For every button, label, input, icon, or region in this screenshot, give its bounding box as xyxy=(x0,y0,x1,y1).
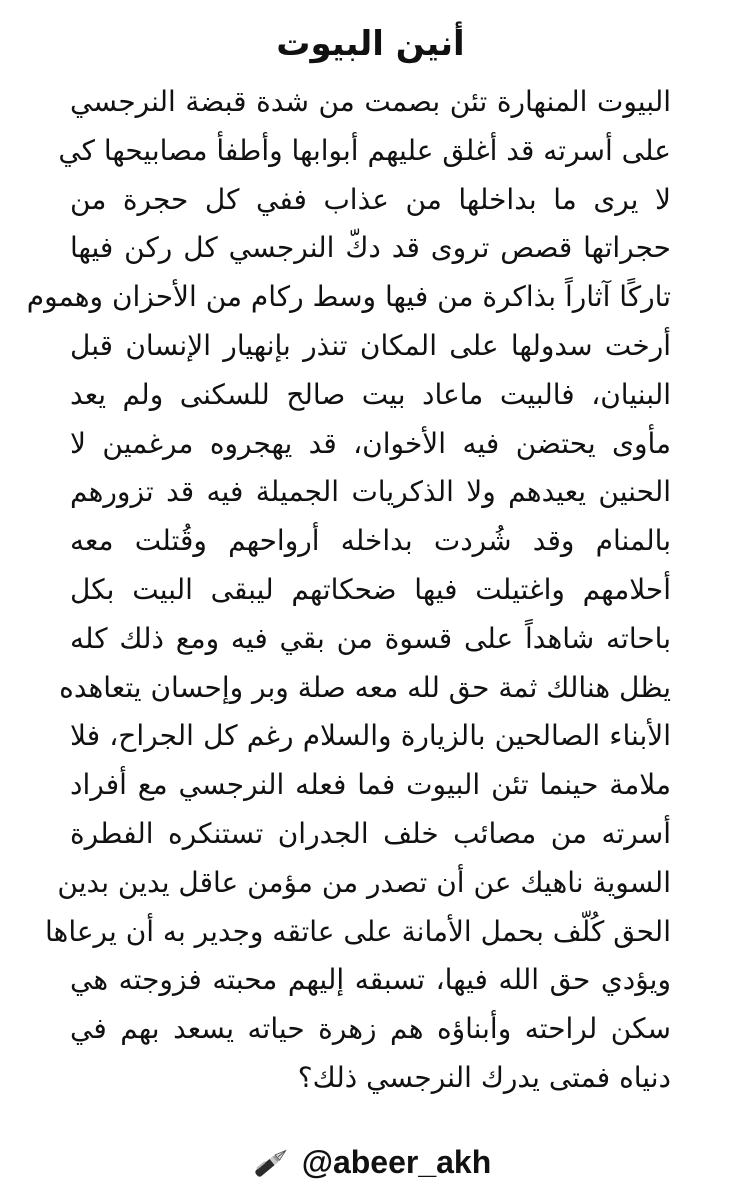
text-line: دنياه فمتى يدرك النرجسي ذلك؟ xyxy=(297,1060,671,1094)
text-line: مأوى يحتضن فيه الأخوان، قد يهجروه مرغمين لا xyxy=(70,426,671,460)
text-line: الحق كُلّف بحمل الأمانة على عاتقه وجدير به أن يرعاها xyxy=(45,914,671,948)
document-title: أنين البيوت xyxy=(276,24,465,64)
text-line: على أسرته قد أغلق عليهم أبوابها وأطفأ مصابيحها كي xyxy=(58,133,671,167)
text-line: البنيان، فالبيت ماعاد بيت صالح للسكنى ولم يعد xyxy=(70,377,671,411)
text-line: لا يرى ما بداخلها من عذاب ففي كل حجرة من xyxy=(70,182,671,216)
text-line: البيوت المنهارة تئن بصمت من شدة قبضة النرجسي xyxy=(70,85,671,118)
text-line: يظل هنالك ثمة حق لله معه صلة وبر وإحسان يتعاهده xyxy=(59,670,671,704)
text-line: ملامة حينما تئن البيوت فما فعله النرجسي مع أفراد xyxy=(70,768,671,802)
text-line: حجراتها قصص تروى قد دكّ النرجسي كل ركن فيها xyxy=(70,231,671,265)
author-handle: @abeer_akh xyxy=(301,1144,492,1180)
text-line: أسرته من مصائب خلف الجدران تستنكره الفطرة xyxy=(70,816,671,850)
text-line: سكن لراحته وأبناؤه هم زهرة حياته يسعد بهم في xyxy=(70,1012,671,1046)
fountain-pen-icon xyxy=(250,1142,294,1182)
text-line: الأبناء الصالحين بالزيارة والسلام رغم كل الجراح، فلا xyxy=(70,719,671,753)
text-line: الحنين يعيدهم ولا الذكريات الجميلة فيه قد تزورهم xyxy=(70,475,671,509)
text-line: أرخت سدولها على المكان تنذر بإنهيار الإنسان قبل xyxy=(70,328,671,362)
document-body xyxy=(26,78,671,1103)
text-line: السوية ناهيك عن أن تصدر من مؤمن عاقل يدين بدين xyxy=(57,865,671,899)
author-signature xyxy=(0,1138,741,1186)
text-line: ويؤدي حق الله فيها، تسبقه إليهم محبته فزوجته هي xyxy=(70,963,671,997)
text-line: أحلامهم واغتيلت فيها ضحكاتهم ليبقى البيت بكل xyxy=(70,572,671,606)
text-line: تاركًا آثاراً بذاكرة من فيها وسط ركام من الأحزان وهموم xyxy=(26,280,671,314)
text-line: بالمنام وقد شُردت بداخله أرواحهم وقُتلت معه xyxy=(70,524,671,558)
text-line: باحاته شاهداً على قسوة من بقي فيه ومع ذلك كله xyxy=(70,621,671,655)
